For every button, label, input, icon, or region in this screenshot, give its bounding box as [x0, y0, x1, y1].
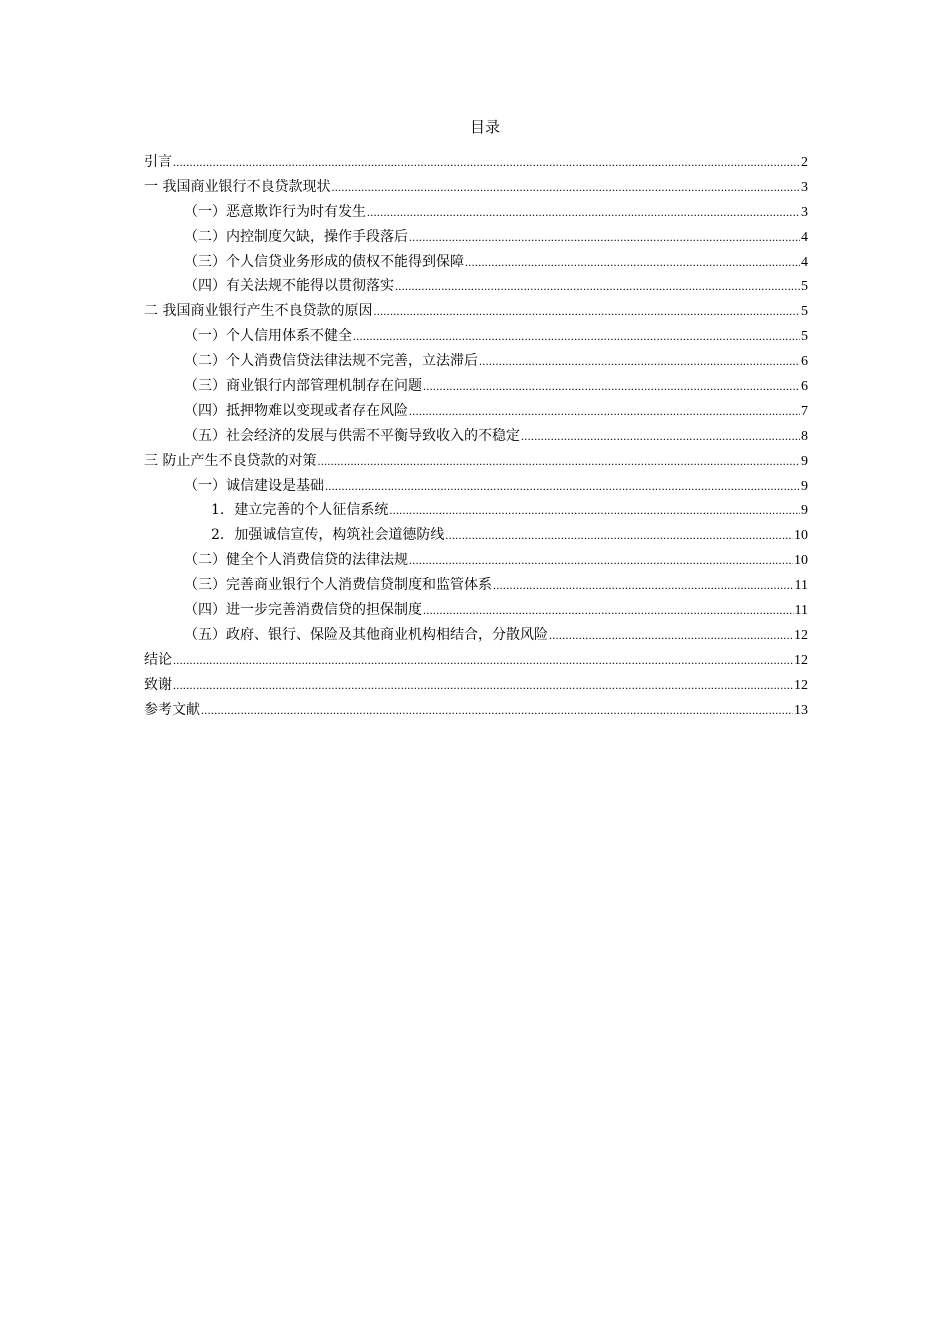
toc-entry-label: （四）进一步完善消费信贷的担保制度 [184, 602, 422, 619]
toc-entry-label: 结论 [144, 651, 172, 668]
toc-page-number: 12 [794, 652, 808, 668]
toc-dot-leader [173, 150, 800, 175]
toc-dot-leader [409, 225, 800, 250]
toc-entry-label: 三 防止产生不良贷款的对策 [144, 452, 317, 469]
toc-entry[interactable] [144, 449, 808, 474]
toc-dot-leader [445, 523, 793, 548]
toc-entry-label: （二）内控制度欠缺，操作手段落后 [184, 228, 408, 245]
toc-entry-title [184, 399, 408, 424]
toc-entry-title [184, 225, 408, 250]
toc-entry-title [144, 673, 172, 698]
toc-entry-label: 参考文献 [144, 701, 200, 718]
toc-entry-label: 建立完善的个人征信系统 [234, 502, 389, 519]
toc-entry[interactable] [144, 374, 808, 399]
toc-dot-leader [353, 324, 800, 349]
toc-entry[interactable] [144, 498, 808, 523]
toc-page-number: 9 [801, 478, 808, 494]
toc-page-number: 7 [801, 403, 808, 419]
toc-entry-label: （五）政府、银行、保险及其他商业机构相结合，分散风险 [184, 626, 548, 643]
toc-entry[interactable] [144, 523, 808, 548]
toc-entry-title [184, 200, 366, 225]
toc-entry-label: （二）健全个人消费信贷的法律法规 [184, 552, 408, 569]
toc-page-number: 5 [801, 279, 808, 295]
toc-entry[interactable] [144, 250, 808, 275]
toc-entry[interactable] [144, 474, 808, 499]
toc-title: 目录 [469, 118, 500, 136]
toc-entry-title [184, 548, 408, 573]
toc-page-number: 3 [801, 179, 808, 195]
toc-dot-leader [395, 274, 800, 299]
toc-page-number: 6 [801, 379, 808, 395]
toc-entry[interactable] [144, 698, 808, 723]
toc-entry-title [184, 274, 394, 299]
toc-entry[interactable] [144, 150, 808, 175]
toc-entry-title [184, 598, 422, 623]
toc-entry[interactable] [144, 299, 808, 324]
toc-dot-leader [373, 299, 800, 324]
toc-entry-label: （一）恶意欺诈行为时有发生 [184, 203, 366, 220]
toc-dot-leader [173, 648, 793, 673]
toc-entry[interactable] [144, 573, 808, 598]
toc-entry-label: （二）个人消费信贷法律法规不完善，立法滞后 [184, 353, 478, 370]
toc-page-number: 11 [794, 603, 808, 619]
toc-page-number: 5 [801, 304, 808, 320]
toc-dot-leader [317, 449, 800, 474]
toc-entry-label: 致谢 [144, 676, 172, 693]
toc-entry[interactable] [144, 175, 808, 200]
toc-entry[interactable] [144, 349, 808, 374]
toc-entry-label: （一）诚信建设是基础 [184, 477, 324, 494]
toc-entry-label: （四）抵押物难以变现或者存在风险 [184, 402, 408, 419]
toc-dot-leader [389, 498, 800, 523]
toc-entry-title [144, 698, 200, 723]
toc-dot-leader [409, 548, 793, 573]
toc-entry-label: （三）商业银行内部管理机制存在问题 [184, 378, 422, 395]
toc-entry-number: 1. [211, 502, 225, 519]
toc-entry[interactable] [144, 324, 808, 349]
toc-page-number: 4 [801, 229, 808, 245]
toc-entry-label: （三）个人信贷业务形成的债权不能得到保障 [184, 253, 464, 270]
toc-entry-label: 引言 [144, 154, 172, 170]
toc-entry[interactable] [144, 274, 808, 299]
toc-entry-label: （四）有关法规不能得以贯彻落实 [184, 278, 394, 295]
toc-dot-leader [465, 250, 800, 275]
toc-entry-number: 2. [211, 527, 225, 544]
toc-page-number: 9 [801, 503, 808, 519]
toc-dot-leader [173, 673, 793, 698]
toc-entry[interactable] [144, 673, 808, 698]
toc-entry-title [144, 648, 172, 673]
toc-dot-leader [549, 623, 793, 648]
toc-page-number: 9 [801, 453, 808, 469]
toc-entry-label: （五）社会经济的发展与供需不平衡导致收入的不稳定 [184, 427, 520, 444]
toc-entry-title [184, 374, 422, 399]
toc-page-number: 12 [794, 627, 808, 643]
toc-entry-title [184, 573, 492, 598]
toc-entry[interactable] [144, 648, 808, 673]
toc-dot-leader [493, 573, 794, 598]
toc-entry[interactable] [144, 225, 808, 250]
toc-entry-title [144, 175, 330, 200]
toc-page-number: 12 [794, 677, 808, 693]
toc-page-number: 5 [801, 329, 808, 345]
toc-dot-leader [367, 200, 800, 225]
toc-page-number: 13 [794, 702, 808, 718]
toc-entry-title [211, 498, 388, 523]
toc-entry-title [144, 150, 172, 175]
toc-page-number: 11 [794, 578, 808, 594]
toc-page-number: 6 [801, 354, 808, 370]
toc-entry-title [184, 424, 520, 449]
toc-entry-title [184, 324, 352, 349]
toc-dot-leader [479, 349, 800, 374]
toc-dot-leader [423, 374, 800, 399]
toc-dot-leader [521, 424, 800, 449]
toc-page-number: 2 [801, 155, 808, 170]
toc-dot-leader [325, 474, 800, 499]
toc-entry[interactable] [144, 548, 808, 573]
toc-entry-label: （一）个人信用体系不健全 [184, 328, 352, 345]
toc-entry-title [184, 349, 478, 374]
toc-dot-leader [409, 399, 800, 424]
toc-entry[interactable] [144, 623, 808, 648]
toc-page-number: 8 [801, 428, 808, 444]
toc-page-number: 10 [794, 528, 808, 544]
toc-entry-title [184, 623, 548, 648]
toc-entry-title [144, 449, 316, 474]
toc-entry[interactable] [144, 399, 808, 424]
toc-entry[interactable] [144, 424, 808, 449]
toc-page-number: 4 [801, 254, 808, 270]
toc-entry-title [184, 474, 324, 499]
toc-entry-label: 二 我国商业银行产生不良贷款的原因 [144, 303, 373, 320]
toc-entry-label: 一 我国商业银行不良贷款现状 [144, 178, 331, 195]
toc-entry-title [144, 299, 372, 324]
toc-entry[interactable] [144, 200, 808, 225]
toc-dot-leader [423, 598, 794, 623]
toc-entry[interactable] [144, 598, 808, 623]
toc-page-number: 3 [801, 204, 808, 220]
toc-entry-title [211, 523, 444, 548]
toc-dot-leader [201, 698, 793, 723]
table-of-contents [144, 150, 808, 722]
toc-entry-label: （三）完善商业银行个人消费信贷制度和监管体系 [184, 577, 492, 594]
toc-entry-label: 加强诚信宣传，构筑社会道德防线 [234, 527, 445, 544]
toc-dot-leader [331, 175, 800, 200]
toc-page-number: 10 [794, 553, 808, 569]
toc-entry-title [184, 250, 464, 275]
